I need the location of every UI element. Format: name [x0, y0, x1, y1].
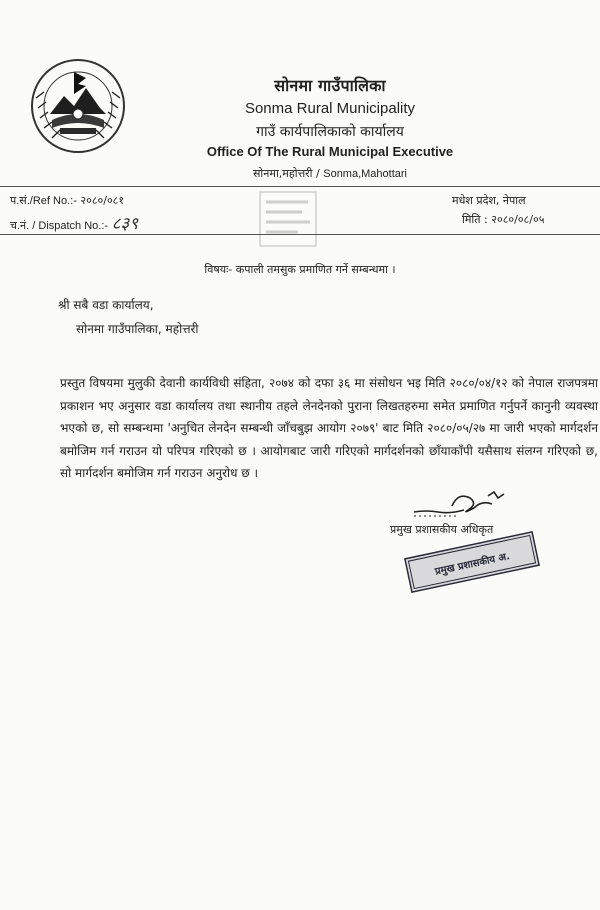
date-line	[462, 212, 544, 227]
municipality-name-english: Sonma Rural Municipality	[244, 100, 416, 117]
address-line	[190, 166, 470, 181]
address-nepali: सोनमा,महोत्तरी	[252, 167, 313, 180]
recipient-line-1: श्री सबै वडा कार्यालय,	[58, 298, 154, 312]
municipality-name-nepali: सोनमा गाउँपालिका	[274, 76, 386, 95]
date-label: मिति :	[462, 213, 488, 226]
province-text: मधेश प्रदेश, नेपाल	[452, 194, 526, 207]
address-separator: /	[316, 167, 320, 180]
office-name-nepali: गाउँ कार्यपालिकाको कार्यालय	[256, 124, 404, 140]
dispatch-value: ८३९	[111, 214, 139, 234]
ref-number	[10, 193, 124, 208]
signature-icon	[412, 482, 508, 520]
signatory-title: प्रमुख प्रशासकीय अधिकृत	[390, 523, 494, 536]
address-english: Sonma,Mahottari	[323, 168, 407, 180]
dispatch-label: च.नं. / Dispatch No.:-	[10, 220, 109, 232]
dispatch-number	[10, 211, 138, 234]
municipality-emblem-icon	[30, 58, 126, 154]
subject-line	[0, 262, 600, 277]
official-stamp	[404, 531, 541, 594]
subject-text: कपाली तमसुक प्रमाणित गर्ने सम्बन्धमा ।	[235, 263, 396, 276]
recipient-line-2: सोनमा गाउँपालिका, महोत्तरी	[76, 322, 199, 336]
body-paragraph: प्रस्तुत विषयमा मुलुकी देवानी कार्यविधी संहिता, २०७४ को दफा ३६ मा संसोधन भइ मिति २०८०/०४/१२ को नेपाल राजपत्रमा प्रकाशन भए अनुसार वडा कार्यालय तथा स्थानीय तहले लेनदेनको पुराना लिखतहरुमा समेत प्रमाणित गर्नुपर्ने कानुनी व्यवस्था भएको छ, सो सम्बन्धमा 'अनुचित लेनदेन सम्बन्धी जाँचबुझ आयोग २०७९' बाट मिति २०८०/०५/२७ मा जारी भएको मार्गदर्शन बमोजिम गर्न गराउन यो परिपत्र गरिएको छ । आयोगबाट जारी गरिएको मार्गदर्शनको छाँयाकाँपी यसैसाथ संलग्न गरिएको छ, सो मार्गदर्शन बमोजिम गर्न गराउन अनुरोध छ ।	[60, 376, 598, 481]
office-name-english: Office Of The Rural Municipal Executive	[206, 144, 454, 159]
date-value: २०८०/०८/०५	[491, 213, 545, 226]
ref-label: प.सं./Ref No.:-	[10, 195, 77, 207]
stamp-text: प्रमुख प्रशासकीय अ.	[434, 551, 511, 578]
ref-value: २०८०/०८१	[80, 194, 125, 207]
header-rule	[0, 186, 600, 187]
subject-label: विषयः-	[204, 263, 233, 276]
faint-office-stamp-icon	[258, 190, 318, 248]
